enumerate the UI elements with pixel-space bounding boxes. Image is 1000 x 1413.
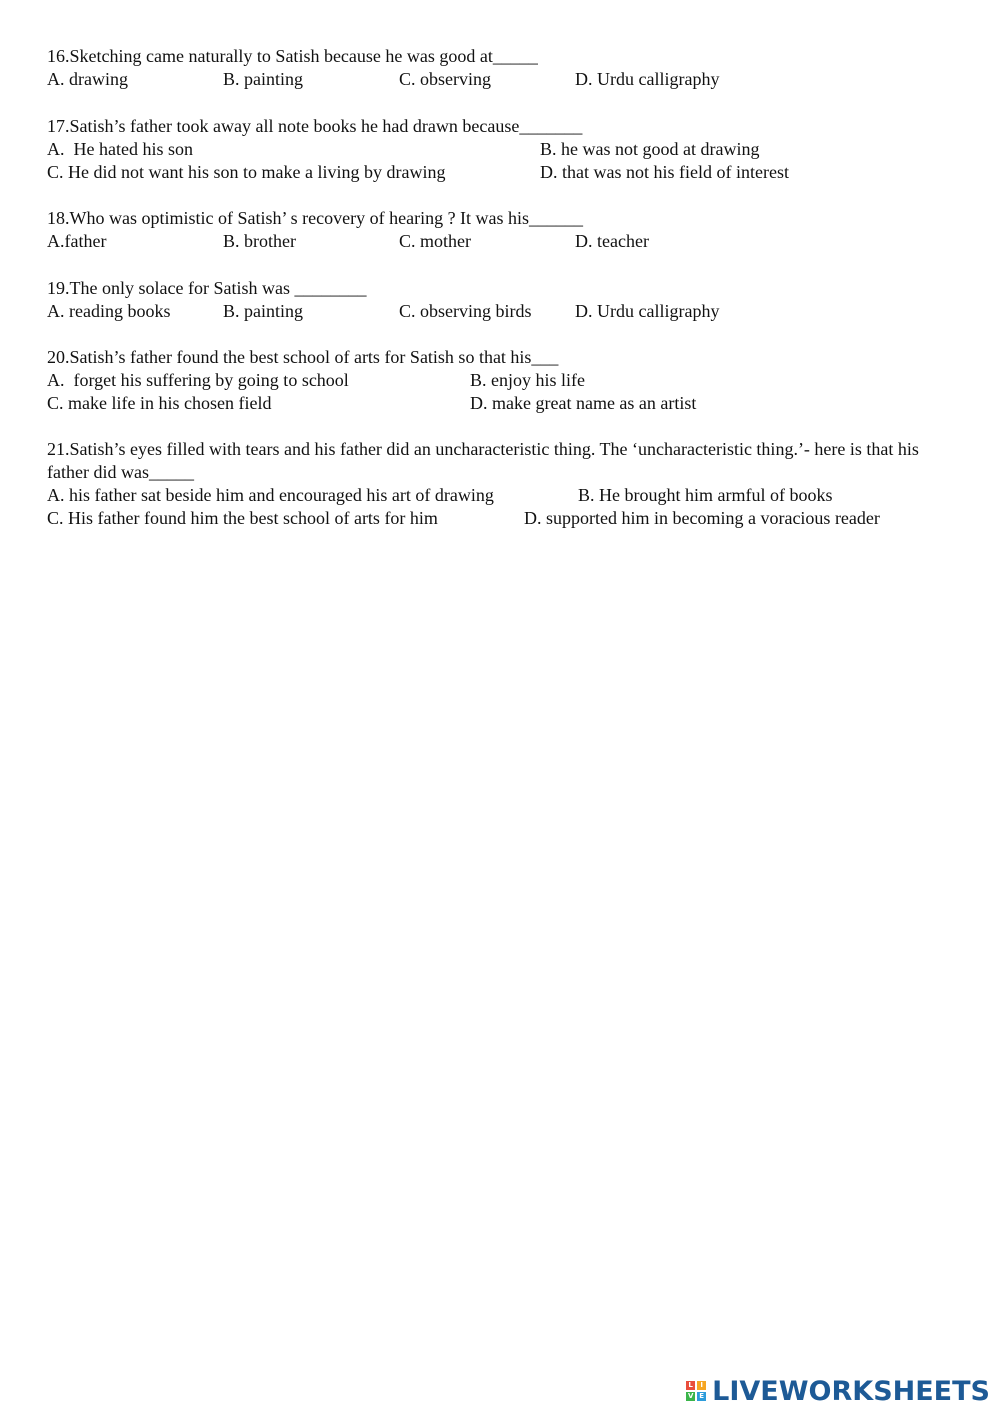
question-21 bbox=[47, 438, 957, 530]
option-d[interactable]: D. Urdu calligraphy bbox=[575, 69, 720, 89]
option-a[interactable]: A. his father sat beside him and encouraged his art of drawing bbox=[47, 485, 494, 505]
question-text: 20.Satish’s father found the best school of arts for Satish so that his___ bbox=[47, 347, 559, 367]
options-row bbox=[47, 369, 957, 392]
logo-text: LIVEWORKSHEETS bbox=[712, 1375, 990, 1407]
option-a[interactable]: A. forget his suffering by going to school bbox=[47, 370, 349, 390]
option-d[interactable]: D. Urdu calligraphy bbox=[575, 301, 720, 321]
option-c[interactable]: C. observing birds bbox=[399, 301, 532, 321]
options-row bbox=[47, 484, 957, 507]
option-b[interactable]: B. He brought him armful of books bbox=[578, 485, 833, 505]
option-c[interactable]: C. make life in his chosen field bbox=[47, 393, 272, 413]
option-b[interactable]: B. brother bbox=[223, 231, 296, 251]
option-c[interactable]: C. He did not want his son to make a living by drawing bbox=[47, 162, 446, 182]
options-row bbox=[47, 300, 957, 323]
logo-mark-cell: L bbox=[686, 1381, 695, 1390]
option-b[interactable]: B. painting bbox=[223, 301, 303, 321]
option-d[interactable]: D. teacher bbox=[575, 231, 649, 251]
option-d[interactable]: D. make great name as an artist bbox=[470, 393, 697, 413]
option-b[interactable]: B. he was not good at drawing bbox=[540, 139, 760, 159]
option-d[interactable]: D. that was not his field of interest bbox=[540, 162, 789, 182]
question-text: 17.Satish’s father took away all note books he had drawn because_______ bbox=[47, 116, 583, 136]
liveworksheets-logo bbox=[686, 1375, 990, 1407]
question-17 bbox=[47, 115, 957, 184]
options-row bbox=[47, 507, 957, 530]
options-row bbox=[47, 230, 957, 253]
logo-mark-cell: I bbox=[697, 1381, 706, 1390]
option-a[interactable]: A. drawing bbox=[47, 69, 128, 89]
options-row bbox=[47, 161, 957, 184]
option-c[interactable]: C. His father found him the best school of arts for him bbox=[47, 508, 438, 528]
option-c[interactable]: C. observing bbox=[399, 69, 491, 89]
option-d[interactable]: D. supported him in becoming a voracious reader bbox=[524, 508, 880, 528]
option-c[interactable]: C. mother bbox=[399, 231, 471, 251]
options-row bbox=[47, 392, 957, 415]
logo-mark-cell: E bbox=[697, 1392, 706, 1401]
option-a[interactable]: A. He hated his son bbox=[47, 139, 193, 159]
option-a[interactable]: A.father bbox=[47, 231, 107, 251]
question-text: 18.Who was optimistic of Satish’ s recovery of hearing ? It was his______ bbox=[47, 208, 584, 228]
question-text: 16.Sketching came naturally to Satish because he was good at_____ bbox=[47, 46, 538, 66]
logo-mark-icon bbox=[686, 1381, 706, 1401]
question-text: 21.Satish’s eyes filled with tears and his father did an uncharacteristic thing. The ‘uncharacteristic thing.’- here is that his father did was_____ bbox=[47, 439, 924, 482]
options-row bbox=[47, 68, 957, 91]
logo-mark-cell: V bbox=[687, 1392, 694, 1400]
question-18 bbox=[47, 207, 957, 253]
question-19 bbox=[47, 277, 957, 323]
option-a[interactable]: A. reading books bbox=[47, 301, 171, 321]
options-row bbox=[47, 138, 957, 161]
question-16 bbox=[47, 45, 957, 91]
option-b[interactable]: B. painting bbox=[223, 69, 303, 89]
question-20 bbox=[47, 346, 957, 415]
question-text: 19.The only solace for Satish was ________ bbox=[47, 278, 367, 298]
option-b[interactable]: B. enjoy his life bbox=[470, 370, 585, 390]
